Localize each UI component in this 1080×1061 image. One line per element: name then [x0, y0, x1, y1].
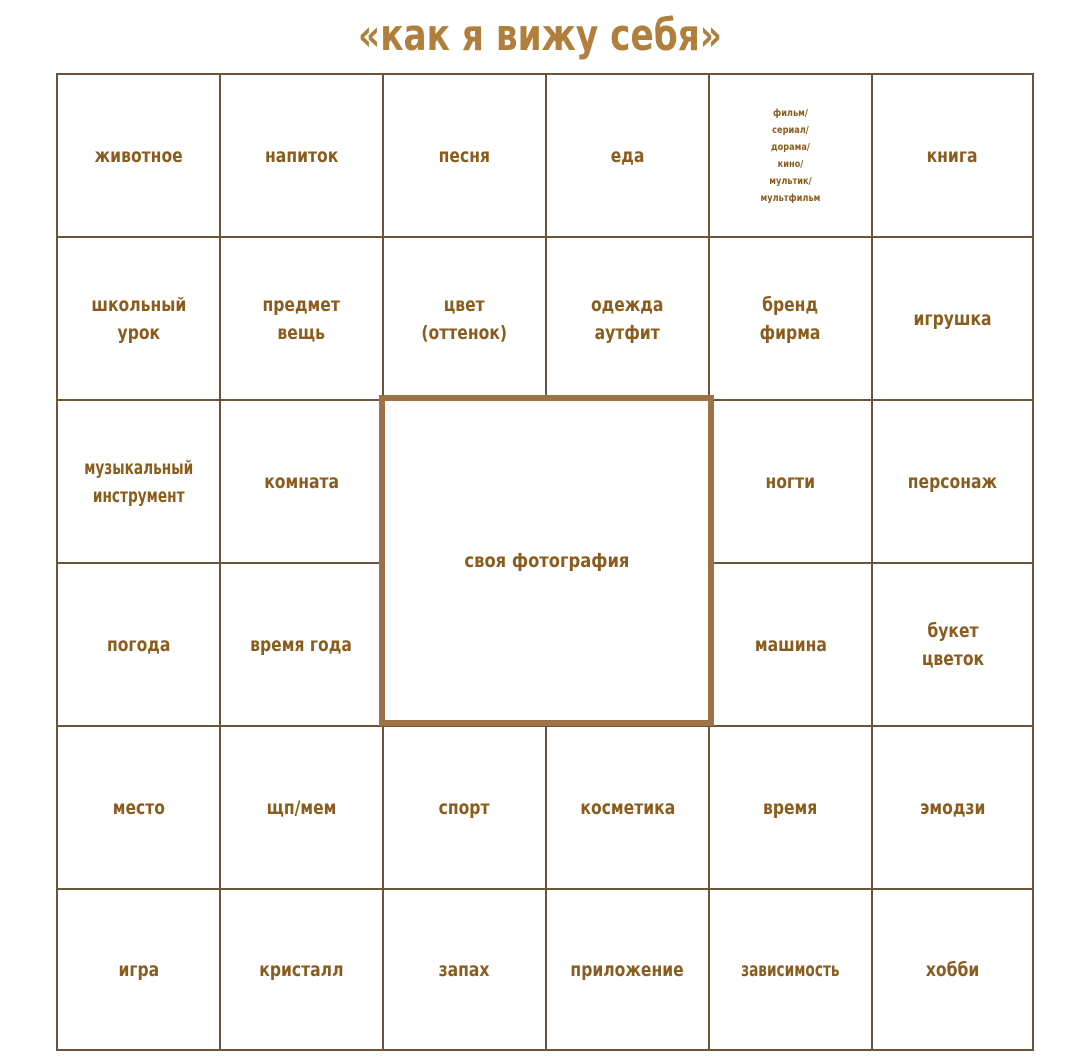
cell-season [219, 562, 384, 727]
cell-label: бренд фирма [760, 293, 821, 344]
cell-app [545, 888, 710, 1051]
cell-smell [382, 888, 547, 1051]
cell-label: еда [610, 144, 645, 167]
cell-drink [219, 73, 384, 238]
cell-label: запах [439, 958, 490, 981]
cell-hobby [871, 888, 1034, 1051]
cell-song [382, 73, 547, 238]
cell-label: место [112, 796, 165, 819]
cell-game [56, 888, 221, 1051]
center-label: своя фотография [464, 549, 629, 572]
cell-character [871, 399, 1034, 564]
cell-food [545, 73, 710, 238]
cell-time [708, 725, 873, 890]
cell-label: предмет вещь [262, 293, 341, 344]
cell-label: спорт [439, 796, 490, 819]
cell-label: хобби [925, 958, 980, 981]
cell-weather [56, 562, 221, 727]
cell-meme [219, 725, 384, 890]
cell-label: щп/мем [266, 796, 337, 819]
cell-label: музыкальный инструмент [83, 456, 194, 507]
page-title: «как я вижу себя» [358, 10, 722, 61]
cell-label: комната [264, 470, 339, 493]
cell-object [219, 236, 384, 401]
cell-label: игра [118, 958, 159, 981]
cell-label: ногти [765, 470, 816, 493]
bingo-grid [56, 73, 1034, 1051]
cell-label: игрушка [913, 307, 992, 330]
cell-place [56, 725, 221, 890]
cell-school-subject [56, 236, 221, 401]
cell-label: время [763, 796, 818, 819]
cell-cosmetics [545, 725, 710, 890]
cell-label: одежда аутфит [591, 293, 664, 344]
cell-label: песня [438, 144, 491, 167]
cell-label: погода [106, 633, 171, 656]
cell-toy [871, 236, 1034, 401]
cell-addiction [708, 888, 873, 1051]
cell-label: косметика [580, 796, 675, 819]
cell-label: машина [754, 633, 827, 656]
cell-instrument [56, 399, 221, 564]
cell-crystal [219, 888, 384, 1051]
cell-room [219, 399, 384, 564]
center-photo-cell [379, 395, 714, 726]
cell-nails [708, 399, 873, 564]
cell-label: школьный урок [91, 293, 186, 344]
cell-bouquet [871, 562, 1034, 727]
cell-label: букет цветок [921, 619, 984, 670]
cell-label: животное [94, 144, 183, 167]
cell-animal [56, 73, 221, 238]
cell-clothes [545, 236, 710, 401]
cell-label: приложение [570, 958, 685, 981]
cell-label: время года [250, 633, 353, 656]
cell-label: фильм/ сериал/ дорама/ кино/ мультик/ мультфильм [760, 107, 821, 204]
cell-book [871, 73, 1034, 238]
cell-label: цвет (оттенок) [421, 293, 508, 344]
cell-label: книга [927, 144, 978, 167]
cell-car [708, 562, 873, 727]
cell-label: эмодзи [919, 796, 986, 819]
cell-label: зависимость [741, 958, 840, 981]
cell-film [708, 73, 873, 238]
cell-label: напиток [264, 144, 339, 167]
cell-sport [382, 725, 547, 890]
cell-label: кристалл [259, 958, 344, 981]
cell-emoji [871, 725, 1034, 890]
cell-label: персонаж [907, 470, 998, 493]
cell-brand [708, 236, 873, 401]
cell-color [382, 236, 547, 401]
